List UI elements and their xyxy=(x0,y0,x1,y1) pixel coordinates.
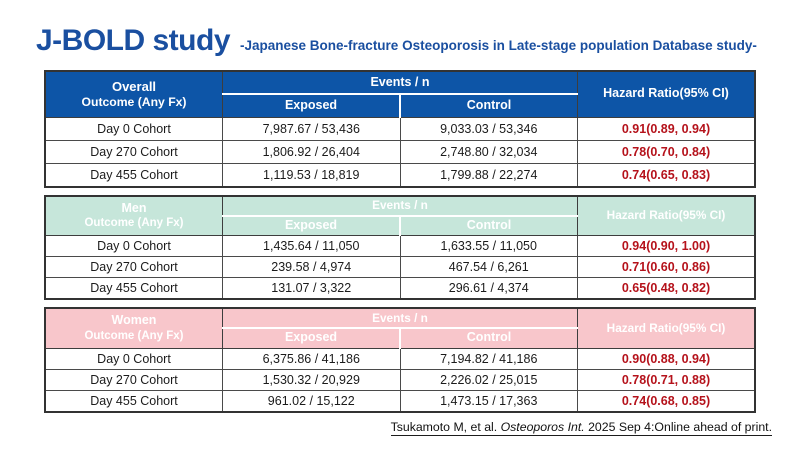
control-value: 2,748.80 / 32,034 xyxy=(400,140,578,163)
table-row xyxy=(45,348,755,369)
hazard-ratio-value: 0.94(0.90, 1.00) xyxy=(578,236,756,257)
outcome-label: Outcome (Any Fx) xyxy=(84,329,184,342)
control-value: 1,799.88 / 22,274 xyxy=(400,163,578,187)
cohort-cell: Day 270 Cohort xyxy=(45,257,223,278)
group-name: Overall xyxy=(111,78,157,94)
control-value: 467.54 / 6,261 xyxy=(400,257,578,278)
exposed-value: 961.02 / 15,122 xyxy=(223,390,401,412)
hazard-ratio-value: 0.65(0.48, 0.82) xyxy=(578,278,756,300)
cohort-cell: Day 0 Cohort xyxy=(45,348,223,369)
table-row xyxy=(45,140,755,163)
title-row xyxy=(0,0,800,58)
hazard-ratio-value: 0.78(0.71, 0.88) xyxy=(578,369,756,390)
exposed-value: 131.07 / 3,322 xyxy=(223,278,401,300)
hazard-ratio-header: Hazard Ratio(95% CI) xyxy=(578,196,756,236)
citation-date: 2025 Sep 4:Online ahead of print. xyxy=(584,419,772,434)
events-n-header: Events / n xyxy=(223,71,578,94)
men-group-header xyxy=(45,196,223,236)
outcome-label: Outcome (Any Fx) xyxy=(84,217,184,230)
table-row xyxy=(45,117,755,140)
table-row xyxy=(45,236,755,257)
hazard-ratio-value: 0.91(0.89, 0.94) xyxy=(578,117,756,140)
citation-text xyxy=(391,420,772,436)
citation-authors: Tsukamoto M, et al. xyxy=(390,419,501,434)
exposed-value: 1,806.92 / 26,404 xyxy=(223,140,401,163)
hazard-ratio-value: 0.71(0.60, 0.86) xyxy=(578,257,756,278)
control-value: 9,033.03 / 53,346 xyxy=(400,117,578,140)
hazard-ratio-value: 0.74(0.65, 0.83) xyxy=(578,163,756,187)
table-row xyxy=(45,369,755,390)
exposed-value: 6,375.86 / 41,186 xyxy=(223,348,401,369)
citation-journal: Osteoporos Int. xyxy=(500,419,585,434)
page-subtitle: -Japanese Bone-fracture Osteoporosis in Late-stage population Database study- xyxy=(240,38,757,53)
women-group-header xyxy=(45,308,223,348)
outcome-label: Outcome (Any Fx) xyxy=(81,94,187,109)
table-row xyxy=(45,278,755,300)
exposed-value: 1,435.64 / 11,050 xyxy=(223,236,401,257)
women-table xyxy=(44,307,756,413)
exposed-value: 1,530.32 / 20,929 xyxy=(223,369,401,390)
control-value: 1,473.15 / 17,363 xyxy=(400,390,578,412)
tables-section xyxy=(44,70,756,413)
exposed-header: Exposed xyxy=(223,328,401,348)
page-title: J-BOLD study xyxy=(36,24,231,57)
exposed-value: 239.58 / 4,974 xyxy=(223,257,401,278)
events-n-header: Events / n xyxy=(223,196,578,216)
cohort-cell: Day 455 Cohort xyxy=(45,163,223,187)
hazard-ratio-value: 0.90(0.88, 0.94) xyxy=(578,348,756,369)
events-n-header: Events / n xyxy=(223,308,578,328)
exposed-value: 1,119.53 / 18,819 xyxy=(223,163,401,187)
cohort-cell: Day 455 Cohort xyxy=(45,390,223,412)
exposed-header: Exposed xyxy=(223,94,401,117)
control-header: Control xyxy=(400,328,578,348)
exposed-header: Exposed xyxy=(223,216,401,236)
control-header: Control xyxy=(400,94,578,117)
group-name: Women xyxy=(111,313,157,328)
exposed-value: 7,987.67 / 53,436 xyxy=(223,117,401,140)
control-value: 7,194.82 / 41,186 xyxy=(400,348,578,369)
hazard-ratio-value: 0.74(0.68, 0.85) xyxy=(578,390,756,412)
table-row xyxy=(45,390,755,412)
cohort-cell: Day 0 Cohort xyxy=(45,236,223,257)
hazard-ratio-value: 0.78(0.70, 0.84) xyxy=(578,140,756,163)
cohort-cell: Day 455 Cohort xyxy=(45,278,223,300)
overall-table xyxy=(44,70,756,188)
table-row xyxy=(45,163,755,187)
men-table xyxy=(44,195,756,301)
overall-group-header xyxy=(45,71,223,117)
control-value: 2,226.02 / 25,015 xyxy=(400,369,578,390)
cohort-cell: Day 270 Cohort xyxy=(45,140,223,163)
cohort-cell: Day 0 Cohort xyxy=(45,117,223,140)
control-value: 296.61 / 4,374 xyxy=(400,278,578,300)
table-row xyxy=(45,257,755,278)
hazard-ratio-header: Hazard Ratio(95% CI) xyxy=(578,71,756,117)
group-name: Men xyxy=(121,200,147,215)
control-value: 1,633.55 / 11,050 xyxy=(400,236,578,257)
cohort-cell: Day 270 Cohort xyxy=(45,369,223,390)
control-header: Control xyxy=(400,216,578,236)
citation xyxy=(0,420,800,436)
hazard-ratio-header: Hazard Ratio(95% CI) xyxy=(578,308,756,348)
